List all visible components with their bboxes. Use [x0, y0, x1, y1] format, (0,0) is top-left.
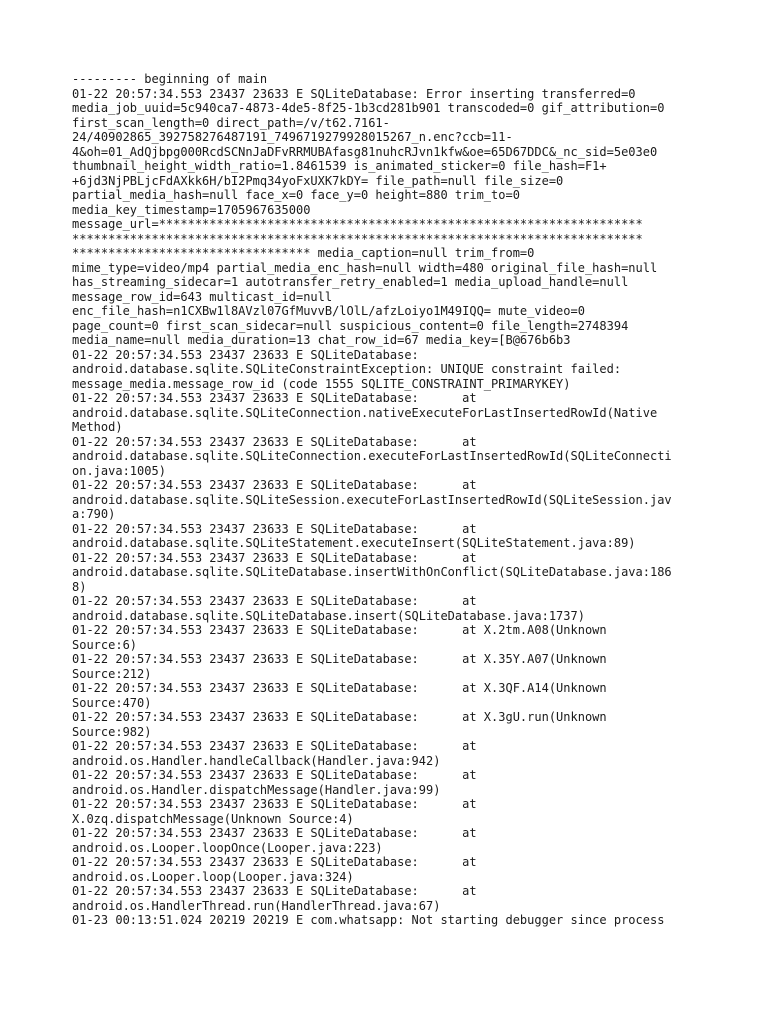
log-line: 01-22 20:57:34.553 23437 23633 E SQLiteDatabase: at — [72, 521, 477, 536]
log-line: X.0zq.dispatchMessage(Unknown Source:4) — [72, 811, 354, 826]
log-line: 01-22 20:57:34.553 23437 23633 E SQLiteDatabase: at X.2tm.A08(Unknown — [72, 623, 607, 637]
log-line: android.database.sqlite.SQLiteConstraintException: UNIQUE constraint failed: — [72, 362, 622, 376]
log-line: first_scan_length=0 direct_path=/v/t62.7161- — [72, 115, 390, 130]
log-line: on.java:1005) — [72, 463, 166, 478]
log-line: android.database.sqlite.SQLiteConnection.executeForLastInsertedRowId(SQLiteConnecti — [72, 449, 672, 463]
log-line: mime_type=video/mp4 partial_media_enc_hash=null width=480 original_file_hash=null — [72, 260, 658, 275]
log-line: page_count=0 first_scan_sidecar=null suspicious_content=0 file_length=2748394 — [72, 318, 629, 333]
log-line: +6jd3NjPBLjcFdAXkk6H/bI2Pmq34yoFxUXK7kDY= file_path=null file_size=0 — [72, 173, 564, 188]
log-line: partial_media_hash=null face_x=0 face_y=0 height=880 trim_to=0 — [72, 188, 520, 202]
log-line: android.database.sqlite.SQLiteConnection.nativeExecuteForLastInsertedRowId(Native — [72, 405, 658, 420]
log-line: 01-22 20:57:34.553 23437 23633 E SQLiteDatabase: Error inserting transferred=0 — [72, 86, 636, 101]
log-line: android.os.Looper.loop(Looper.java:324) — [72, 869, 354, 884]
log-line: 01-22 20:57:34.553 23437 23633 E SQLiteDatabase: at X.35Y.A07(Unknown — [72, 652, 607, 666]
log-line: thumbnail_height_width_ratio=1.8461539 is_animated_sticker=0 file_hash=F1+ — [72, 159, 607, 173]
log-line: media_job_uuid=5c940ca7-4873-4de5-8f25-1b3cd281b901 transcoded=0 gif_attribution=0 — [72, 101, 665, 115]
log-line: message_row_id=643 multicast_id=null — [72, 289, 333, 304]
log-line: a:790) — [72, 507, 116, 521]
log-line: 8) — [72, 579, 87, 594]
log-line: message_media.message_row_id (code 1555 SQLITE_CONSTRAINT_PRIMARYKEY) — [72, 376, 571, 391]
log-line: 24/40902865_392758276487191_7496719279928015267_n.enc?ccb=11- — [72, 130, 513, 144]
log-line: Source:982) — [72, 724, 152, 739]
log-line: 4&oh=01_AdQjbpg000RcdSCNnJaDFvRRMUBAfasg81nuhcRJvn1kfw&oe=65D67DDC&_nc_sid=5e03e0 — [72, 144, 658, 159]
log-line: Source:470) — [72, 695, 152, 710]
log-line: 01-22 20:57:34.553 23437 23633 E SQLiteDatabase: at X.3QF.A14(Unknown — [72, 681, 607, 695]
log-line: android.os.HandlerThread.run(HandlerThread.java:67) — [72, 898, 441, 913]
log-line: android.database.sqlite.SQLiteStatement.executeInsert(SQLiteStatement.java:89) — [72, 536, 636, 550]
log-line: 01-23 00:13:51.024 20219 20219 E com.whatsapp: Not starting debugger since process — [72, 913, 665, 927]
log-line: 01-22 20:57:34.553 23437 23633 E SQLiteDatabase: at — [72, 826, 477, 840]
log-line: android.os.Looper.loopOnce(Looper.java:223) — [72, 840, 383, 855]
log-line: message_url=******************************************************************* — [72, 217, 643, 231]
log-line: 01-22 20:57:34.553 23437 23633 E SQLiteDatabase: at — [72, 797, 477, 811]
log-line: 01-22 20:57:34.553 23437 23633 E SQLiteDatabase: at — [72, 884, 477, 898]
log-line: 01-22 20:57:34.553 23437 23633 E SQLiteDatabase: at — [72, 855, 477, 869]
log-body — [72, 72, 700, 928]
log-line: android.os.Handler.handleCallback(Handler.java:942) — [72, 753, 441, 768]
log-line: android.database.sqlite.SQLiteSession.executeForLastInsertedRowId(SQLiteSession.jav — [72, 492, 672, 507]
log-line: Method) — [72, 420, 123, 434]
log-line: 01-22 20:57:34.553 23437 23633 E SQLiteDatabase: at — [72, 434, 477, 449]
log-line: 01-22 20:57:34.553 23437 23633 E SQLiteDatabase: at — [72, 391, 477, 405]
log-line: media_key_timestamp=1705967635000 — [72, 202, 311, 217]
log-line: android.database.sqlite.SQLiteDatabase.insert(SQLiteDatabase.java:1737) — [72, 608, 585, 623]
log-line: --------- beginning of main — [72, 72, 268, 86]
log-line: 01-22 20:57:34.553 23437 23633 E SQLiteDatabase: at — [72, 768, 477, 782]
log-line: 01-22 20:57:34.553 23437 23633 E SQLiteDatabase: at — [72, 594, 477, 608]
log-line: media_name=null media_duration=13 chat_row_id=67 media_key=[B@676b6b3 — [72, 333, 571, 347]
log-line: 01-22 20:57:34.553 23437 23633 E SQLiteDatabase: at — [72, 550, 477, 565]
log-line: Source:212) — [72, 666, 152, 681]
log-line: Source:6) — [72, 637, 138, 652]
log-line: enc_file_hash=n1CXBw1l8AVzl07GfMuvvB/lOlL/afzLoiyo1M49IQQ= mute_video=0 — [72, 304, 585, 318]
log-line: 01-22 20:57:34.553 23437 23633 E SQLiteDatabase: at X.3gU.run(Unknown — [72, 710, 607, 724]
log-line: 01-22 20:57:34.553 23437 23633 E SQLiteDatabase: at — [72, 478, 477, 492]
log-document — [72, 72, 700, 928]
log-line: android.database.sqlite.SQLiteDatabase.insertWithOnConflict(SQLiteDatabase.java:186 — [72, 565, 672, 579]
log-line: has_streaming_sidecar=1 autotransfer_retry_enabled=1 media_upload_handle=null — [72, 275, 629, 289]
log-line: android.os.Handler.dispatchMessage(Handler.java:99) — [72, 782, 441, 797]
log-line: ********************************* media_caption=null trim_from=0 — [72, 246, 535, 260]
log-line: ******************************************************************************* — [72, 231, 643, 246]
log-line: 01-22 20:57:34.553 23437 23633 E SQLiteDatabase: at — [72, 739, 477, 753]
log-line: 01-22 20:57:34.553 23437 23633 E SQLiteDatabase: — [72, 347, 419, 362]
